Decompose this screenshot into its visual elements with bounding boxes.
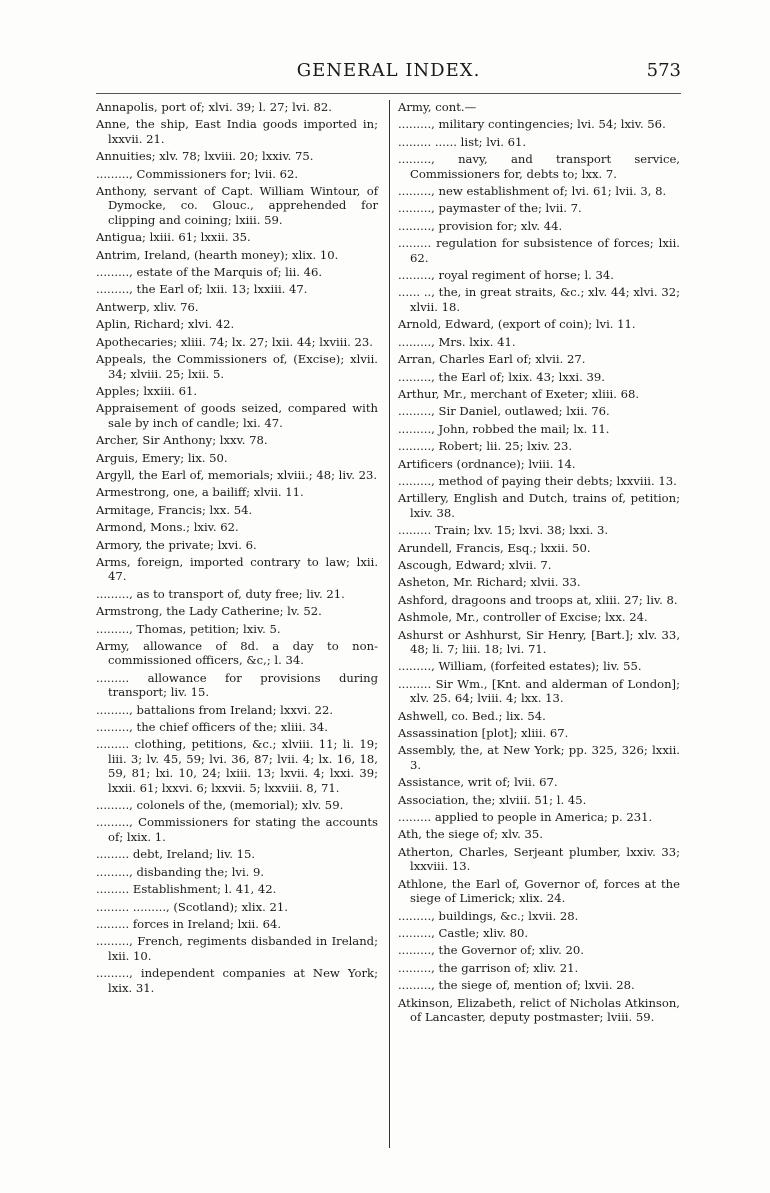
index-entry: ........., Sir Daniel, outlawed; lxii. 76. [398, 404, 610, 419]
index-entry: ......... debt, Ireland; liv. 15. [96, 847, 256, 862]
index-entry: Army, allowance of 8d. a day to non-commissioned officers, &c,; l. 34. [96, 639, 378, 668]
index-entry: Aplin, Richard; xlvi. 42. [96, 317, 235, 332]
index-entry: Ashwell, co. Bed.; lix. 54. [398, 708, 546, 723]
index-entry: ........., battalions from Ireland; lxxvi. 22. [96, 702, 334, 717]
index-entry: Assassination [plot]; xliii. 67. [398, 726, 569, 741]
index-entry: Armond, Mons.; lxiv. 62. [96, 520, 239, 535]
index-entry: ......... Train; lxv. 15; lxvi. 38; lxxi. 3. [398, 523, 609, 538]
index-entry: Armestrong, one, a bailiff; xlvii. 11. [96, 485, 304, 500]
index-column-left [96, 100, 378, 998]
index-entry: ........., the chief officers of the; xliii. 34. [96, 720, 328, 735]
index-entry: Antwerp, xliv. 76. [96, 299, 199, 314]
index-entry: Archer, Sir Anthony; lxxv. 78. [96, 433, 268, 448]
index-entry: Artillery, English and Dutch, trains of, petition; lxiv. 38. [398, 491, 680, 520]
index-entry: ......... forces in Ireland; lxii. 64. [96, 916, 282, 931]
index-entry: ........., as to transport of, duty free; liv. 21. [96, 586, 345, 601]
index-entry: ........., Mrs. lxix. 41. [398, 334, 516, 349]
index-entry: ........., disbanding the; lvi. 9. [96, 864, 265, 879]
index-entry: Asheton, Mr. Richard; xlvii. 33. [398, 575, 581, 590]
index-entry: ........., the garrison of; xliv. 21. [398, 960, 579, 975]
index-entry: Arnold, Edward, (export of coin); lvi. 11. [398, 317, 636, 332]
index-entry: Atkinson, Elizabeth, relict of Nicholas Atkinson, of Lancaster, deputy postmaster; lviii. 59. [398, 995, 680, 1024]
index-entry: ......... allowance for provisions during transport; liv. 15. [96, 670, 378, 700]
index-entry: ......... Establishment; l. 41, 42. [96, 882, 277, 897]
index-entry: Arundell, Francis, Esq.; lxxii. 50. [398, 540, 591, 555]
index-entry: Arran, Charles Earl of; xlvii. 27. [398, 352, 586, 367]
column-divider [389, 100, 390, 1148]
index-entry: Ashmole, Mr., controller of Excise; lxx. 24. [398, 610, 648, 625]
index-entry: Appraisement of goods seized, compared with sale by inch of candle; lxi. 47. [96, 401, 378, 430]
index-entry: Arms, foreign, imported contrary to law; lxii. 47. [96, 554, 378, 584]
index-entry: ........., royal regiment of horse; l. 34. [398, 268, 614, 283]
index-entry: ......... applied to people in America; p. 231. [398, 810, 653, 825]
index-entry: ...... .., the, in great straits, &c.; xlv. 44; xlvi. 32; xlvii. 18. [398, 285, 680, 314]
index-entry: ........., colonels of the, (memorial); xlv. 59. [96, 798, 344, 813]
index-entry: ........., Robert; lii. 25; lxiv. 23. [398, 439, 573, 454]
index-entry: ......... regulation for subsistence of forces; lxii. 62. [398, 236, 680, 265]
index-entry: ........., the siege of, mention of; lxvii. 28. [398, 978, 635, 993]
index-entry: ........., John, robbed the mail; lx. 11. [398, 421, 610, 436]
index-entry: ........., provision for; xlv. 44. [398, 218, 563, 233]
index-entry: Ashurst or Ashhurst, Sir Henry, [Bart.]; xlv. 33, 48; li. 7; liii. 18; lvi. 71. [398, 627, 680, 656]
index-entry: ........., independent companies at New York; lxix. 31. [96, 966, 378, 995]
index-entry: ........., paymaster of the; lvii. 7. [398, 201, 582, 216]
index-entry: Appeals, the Commissioners of, (Excise); xlvii. 34; xlviii. 25; lxii. 5. [96, 352, 378, 381]
index-entry: ......... ........., (Scotland); xlix. 21. [96, 899, 288, 914]
index-entry: Assembly, the, at New York; pp. 325, 326; lxxii. 3. [398, 743, 680, 772]
page-number: 573 [646, 60, 681, 81]
header-rule [96, 93, 681, 94]
index-entry: Annapolis, port of; xlvi. 39; l. 27; lvi. 82. [96, 100, 332, 114]
index-entry: Apples; lxxiii. 61. [96, 383, 198, 398]
index-entry: Artificers (ordnance); lviii. 14. [398, 456, 576, 471]
index-entry: ........., navy, and transport service, Commissioners for, debts to; lxx. 7. [398, 152, 680, 181]
index-entry: Apothecaries; xliii. 74; lx. 27; lxii. 44; lxviii. 23. [96, 334, 373, 349]
index-entry: ........., French, regiments disbanded in Ireland; lxii. 10. [96, 934, 378, 963]
index-entry: Antrim, Ireland, (hearth money); xlix. 10. [96, 247, 339, 262]
index-entry: Armory, the private; lxvi. 6. [96, 537, 257, 552]
index-entry: Anthony, servant of Capt. William Wintour, of Dymocke, co. Glouc., apprehended for clipping and coining; lxiii. 59. [96, 184, 378, 227]
index-entry: Athlone, the Earl of, Governor of, forces at the siege of Limerick; xlix. 24. [398, 876, 680, 906]
index-entry: Ath, the siege of; xlv. 35. [398, 827, 543, 842]
index-entry: ........., estate of the Marquis of; lii. 46. [96, 265, 323, 280]
index-entry: ........., buildings, &c.; lxvii. 28. [398, 908, 579, 923]
index-entry: Anne, the ship, East India goods imported in; lxxvii. 21. [96, 117, 378, 146]
index-entry: ........., military contingencies; lvi. 54; lxiv. 56. [398, 117, 666, 132]
index-entry: Army, cont.— [398, 100, 477, 114]
index-entry: ........., method of paying their debts; lxxviii. 13. [398, 473, 677, 488]
index-entry: Arthur, Mr., merchant of Exeter; xliii. 68. [398, 386, 640, 401]
index-entry: Association, the; xlviii. 51; l. 45. [398, 792, 587, 807]
index-entry: Argyll, the Earl of, memorials; xlviii.; 48; liv. 23. [96, 467, 378, 482]
index-entry: Atherton, Charles, Serjeant plumber, lxxiv. 33; lxxviii. 13. [398, 844, 680, 874]
index-entry: ........., the Earl of; lxii. 13; lxxiii. 47. [96, 282, 308, 297]
page-header [96, 60, 681, 88]
index-entry: Assistance, writ of; lvii. 67. [398, 775, 558, 790]
index-entry: Annuities; xlv. 78; lxviii. 20; lxxiv. 75. [96, 149, 314, 164]
running-title: GENERAL INDEX. [296, 60, 481, 81]
index-entry: ........., the Governor of; xliv. 20. [398, 943, 584, 958]
index-entry: Ashford, dragoons and troops at, xliii. 27; liv. 8. [398, 592, 678, 607]
index-entry: ........., William, (forfeited estates); liv. 55. [398, 659, 642, 674]
index-entry: ........., the Earl of; lxix. 43; lxxi. 39. [398, 369, 605, 384]
index-entry: Ascough, Edward; xlvii. 7. [398, 557, 552, 572]
index-entry: ........., new establishment of; lvi. 61; lvii. 3, 8. [398, 184, 667, 199]
index-entry: Armstrong, the Lady Catherine; lv. 52. [96, 604, 322, 619]
index-entry: Armitage, Francis; lxx. 54. [96, 502, 253, 517]
index-entry: ......... clothing, petitions, &c.; xlviii. 11; li. 19; liii. 3; lv. 45, 59; lvi. 36, 87; lvii. 4; lx. 16, 18, 59, 81; lxi. 10, 24; lxiii. 13; lxvii. 4; lxxi. 39; lxxii. 61; lxxvi. 6; lxxvii. 5; lxxviii. 8, 71. [96, 737, 378, 795]
index-entry: ........., Commissioners for; lvii. 62. [96, 166, 299, 181]
index-entry: ........., Castle; xliv. 80. [398, 925, 529, 940]
index-entry: ......... Sir Wm., [Knt. and alderman of London]; xlv. 25. 64; lviii. 4; lxx. 13. [398, 676, 680, 706]
index-entry: Antigua; lxiii. 61; lxxii. 35. [96, 230, 251, 245]
index-entry: ......... ...... list; lvi. 61. [398, 134, 527, 149]
index-column-right [398, 100, 680, 1027]
index-entry: Arguis, Emery; lix. 50. [96, 450, 228, 465]
index-entry: ........., Thomas, petition; lxiv. 5. [96, 621, 281, 636]
index-entry: ........., Commissioners for stating the accounts of; lxix. 1. [96, 815, 378, 844]
